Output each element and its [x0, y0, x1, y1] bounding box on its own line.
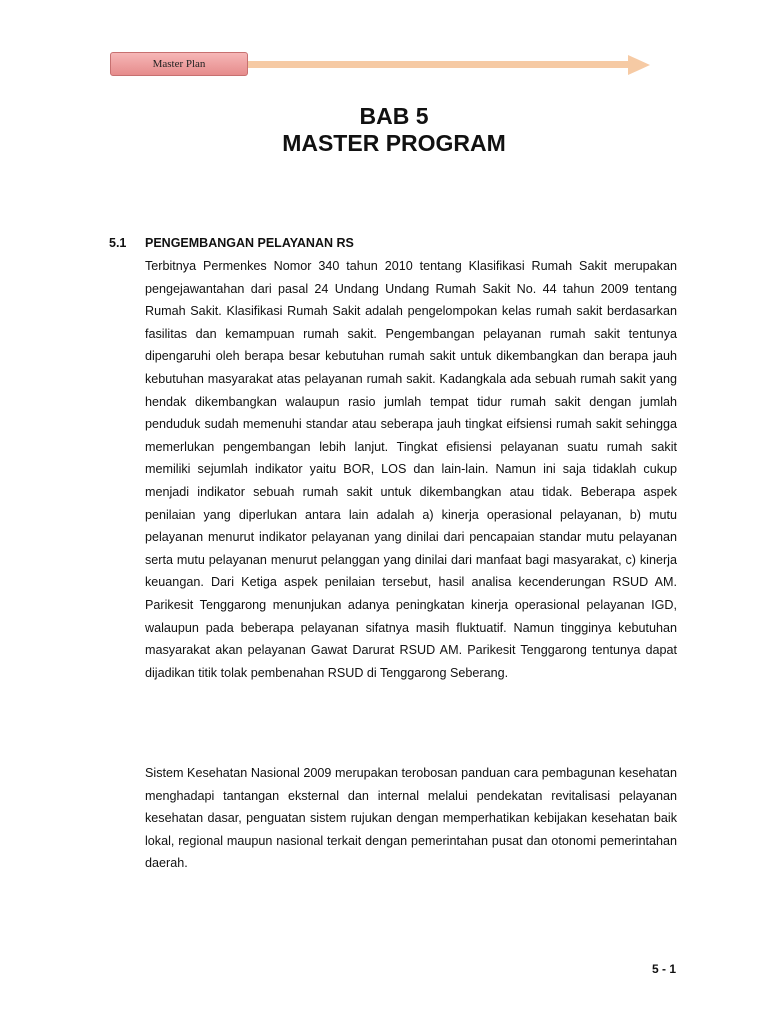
- body-paragraph-2: Sistem Kesehatan Nasional 2009 merupakan terobosan panduan cara pembagunan kesehatan menghadapi tantangan eksternal dan internal melalui pendekatan revitalisasi pelayanan kesehatan dasar, penguatan sistem rujukan dengan memperhatikan kebijakan kesehatan baik lokal, regional maupun nasional terkait dengan pemerintahan pusat dan otonomi pemerintahan daerah.: [145, 766, 677, 871]
- chapter-title: [0, 103, 768, 157]
- header-arrow-icon: [628, 55, 650, 75]
- header-label-box: [110, 52, 248, 76]
- page-number: 5 - 1: [651, 962, 676, 976]
- chapter-name: MASTER PROGRAM: [282, 130, 506, 156]
- body-paragraph-1: Terbitnya Permenkes Nomor 340 tahun 2010 tentang Klasifikasi Rumah Sakit merupakan pengejawantahan dari pasal 24 Undang Undang Rumah Sakit No. 44 tahun 2009 tentang Rumah Sakit. Klasifikasi Rumah Sakit adalah pengelompokan kelas rumah sakit berdasarkan fasilitas dan kemampuan rumah sakit. Pengembangan pelayanan rumah sakit tentunya dipengaruhi oleh berapa besar kebutuhan rumah sakit untuk dikembangkan dan berapa jauh kebutuhan masyarakat atas pelayanan rumah sakit. Kadangkala ada sebuah rumah sakit yang hendak dikembangkan walaupun rasio jumlah tempat tidur rumah sakit dengan jumlah penduduk sudah memenuhi standar atau seberapa jauh tingkat eifsiensi rumah sakit sehingga memerlukan pengembangan lebih lanjut. Tingkat efisiensi pelayanan suatu rumah sakit memiliki sejumlah indikator yaitu BOR, LOS dan lain-lain. Namun ini saja tidaklah cukup menjadi indikator sebuah rumah sakit untuk dikembangkan atau tidak. Beberapa aspek penilaian yang diperlukan antara lain adalah a) kinerja operasional pelayanan, b) mutu pelayanan menurut indikator pelayanan yang dinilai dari pencapaian standar mutu pelayanan serta mutu pelayanan menurut pelanggan yang dinilai dari manfaat bagi masyarakat, c) kinerja keuangan. Dari Ketiga aspek penilaian tersebut, hasil analisa kecenderungan RSUD AM. Parikesit Tenggarong menunjukan adanya peningkatan kinerja operasional pelayanan IGD, walaupun pada beberapa pelayanan sifatnya masih fluktuatif. Namun tingginya kebutuhan masyarakat akan pelayanan Gawat Darurat RSUD AM. Parikesit Tenggarong tentunya dapat dijadikan titik tolak pembenahan RSUD di Tenggarong Seberang.: [145, 259, 677, 680]
- section-title: PENGEMBANGAN PELAYANAN RS: [145, 236, 354, 250]
- header-band: [110, 52, 680, 78]
- header-arrow-shaft: [244, 61, 632, 68]
- section-number: 5.1: [109, 236, 127, 250]
- header-label: Master Plan: [152, 58, 206, 70]
- chapter-number: BAB 5: [359, 103, 429, 129]
